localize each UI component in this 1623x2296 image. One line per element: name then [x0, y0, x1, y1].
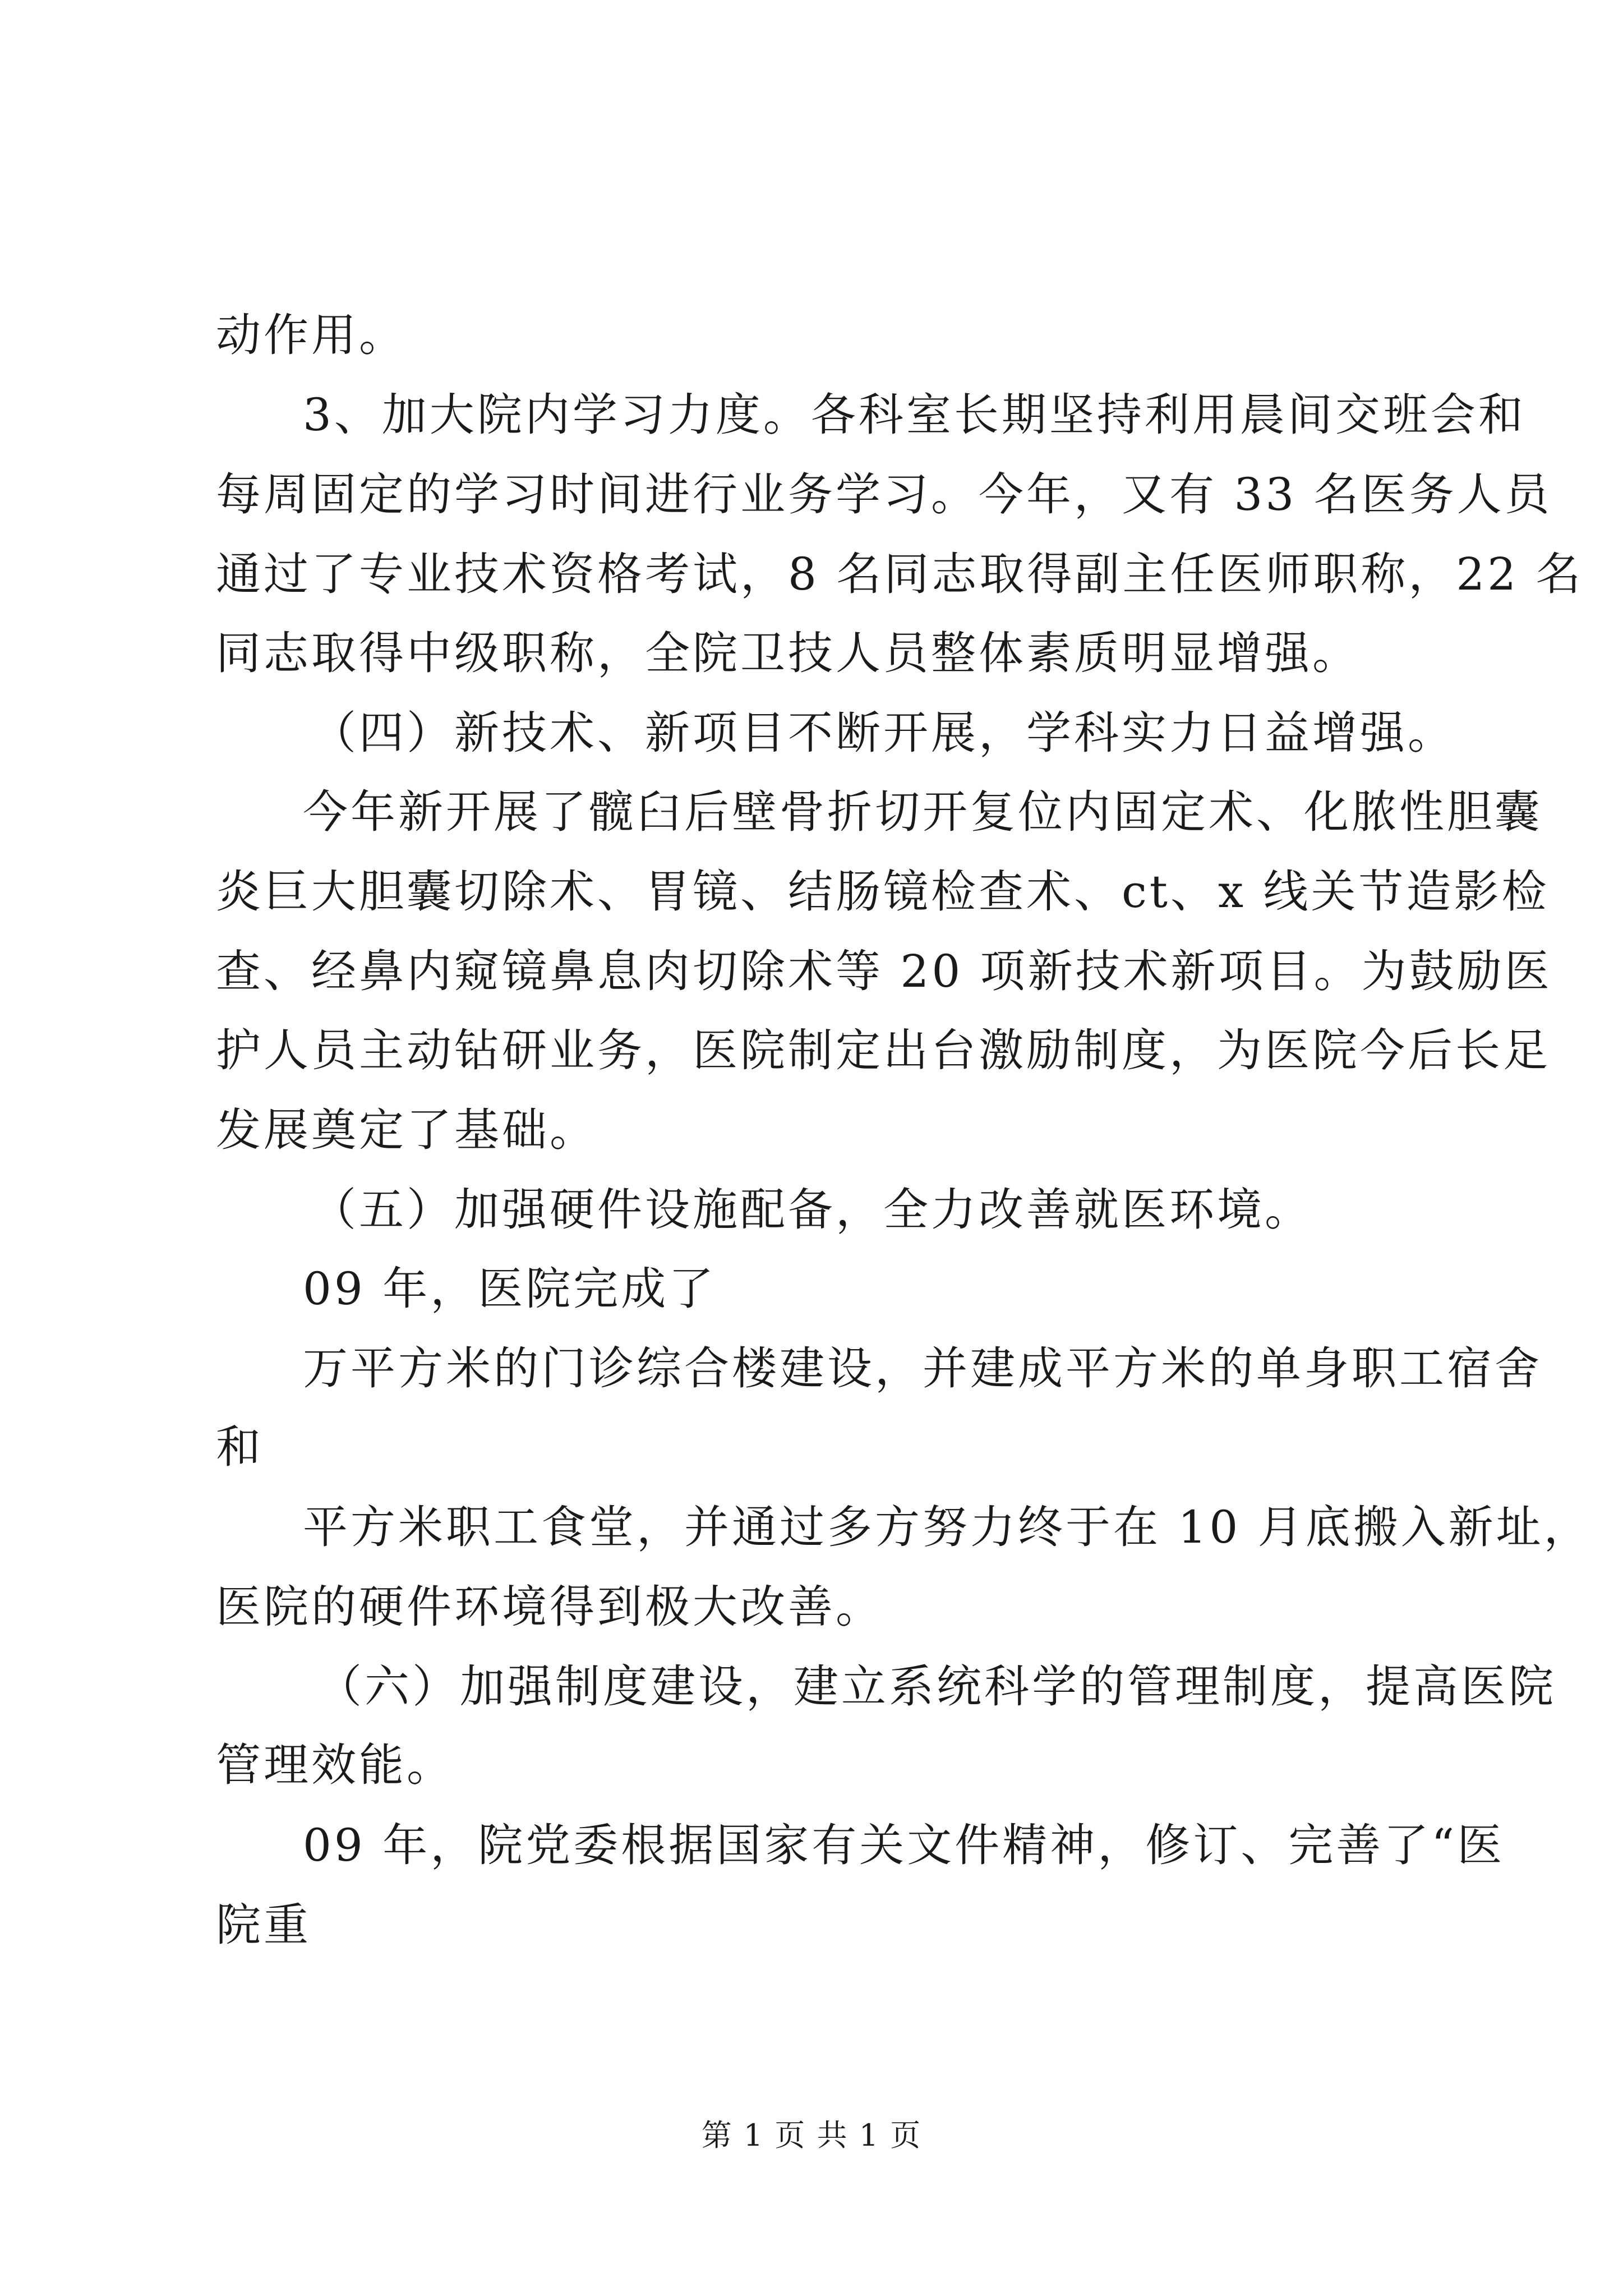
text-line: 同志取得中级职称，全院卫技人员整体素质明显增强。 — [216, 627, 1360, 679]
section-heading: （六）加强制度建设，建立系统科学的管理制度，提高医院 — [317, 1660, 1556, 1713]
text-line: 炎巨大胆囊切除术、胃镜、结肠镜检查术、ct、x 线关节造影检 — [216, 866, 1550, 918]
text-line: 通过了专业技术资格考试，8 名同志取得副主任医师职称，22 名 — [216, 548, 1584, 600]
text-line: 每周固定的学习时间进行业务学习。今年，又有 33 名医务人员 — [216, 468, 1552, 521]
text-line: 万平方米的门诊综合楼建设，并建成平方米的单身职工宿舍 — [303, 1342, 1542, 1395]
text-line: 09 年，院党委根据国家有关文件精神，修订、完善了“医 — [303, 1819, 1505, 1871]
text-line: 09 年，医院完成了 — [303, 1263, 717, 1315]
text-line: 管理效能。 — [216, 1739, 454, 1791]
text-line: 查、经鼻内窥镜鼻息肉切除术等 20 项新技术新项目。为鼓励医 — [216, 945, 1552, 997]
section-heading: （四）新技术、新项目不断开展，学科实力日益增强。 — [311, 707, 1455, 759]
section-heading: （五）加强硬件设施配备，全力改善就医环境。 — [311, 1184, 1312, 1236]
text-line: 动作用。 — [216, 309, 407, 361]
text-line: 医院的硬件环境得到极大改善。 — [216, 1581, 883, 1633]
text-line: 和 — [216, 1421, 264, 1473]
text-line: 院重 — [216, 1899, 311, 1951]
page-footer: 第 1 页 共 1 页 — [701, 2118, 922, 2153]
text-line: 护人员主动钻研业务，医院制定出台激励制度，为医院今后长足 — [216, 1024, 1551, 1076]
text-line: 平方米职工食堂，并通过多方努力终于在 10 月底搬入新址， — [303, 1501, 1592, 1553]
text-line: 3、加大院内学习力度。各科室长期坚持利用晨间交班会和 — [303, 389, 1526, 441]
text-line: 发展奠定了基础。 — [216, 1104, 597, 1156]
text-line: 今年新开展了髋臼后壁骨折切开复位内固定术、化脓性胆囊 — [303, 786, 1542, 838]
